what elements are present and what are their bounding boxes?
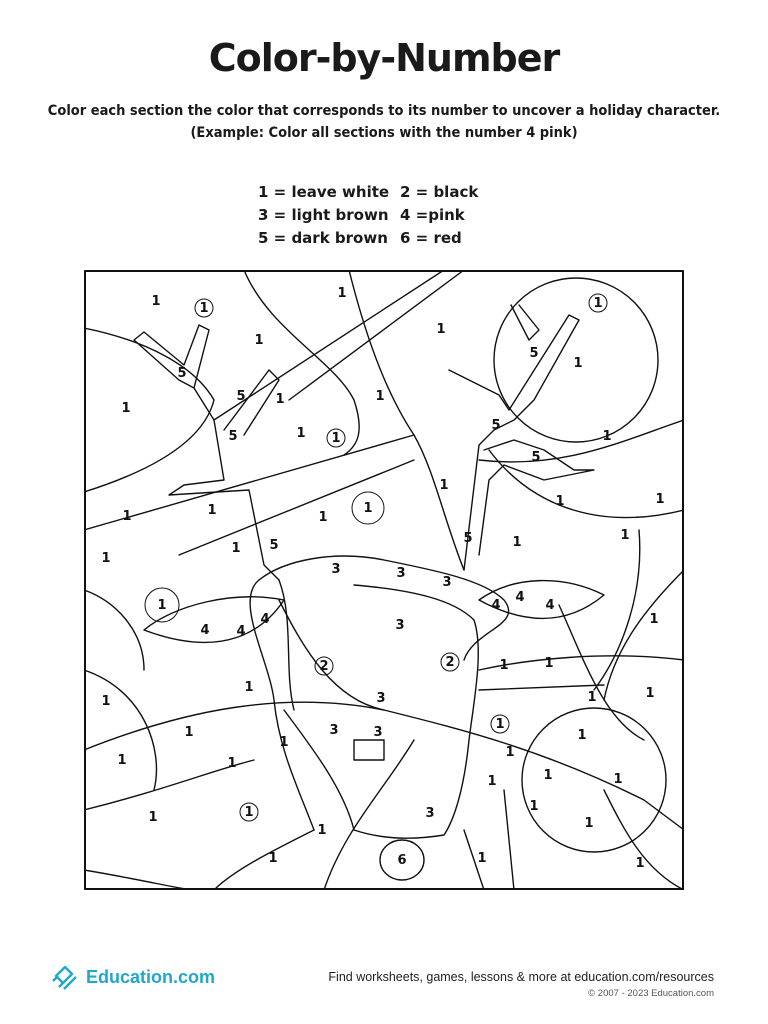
instruction-line-1: Color each section the color that corresponds to its number to uncover a holiday character. — [47, 103, 721, 119]
puzzle-number: 3 — [425, 806, 435, 821]
puzzle-number: 3 — [396, 566, 406, 581]
puzzle-number: 5 — [463, 531, 473, 546]
puzzle-number: 5 — [269, 538, 279, 553]
puzzle-number: 5 — [491, 418, 501, 433]
puzzle-number: 1 — [439, 478, 449, 493]
puzzle-number: 1 — [148, 810, 158, 825]
puzzle-number: 1 — [573, 356, 583, 371]
puzzle-number: 1 — [117, 753, 127, 768]
puzzle-number: 1 — [101, 551, 111, 566]
puzzle-number: 6 — [397, 853, 407, 868]
logo-text: Education.com — [86, 966, 216, 987]
puzzle-number: 1 — [543, 768, 553, 783]
puzzle-number: 3 — [331, 562, 341, 577]
puzzle-number: 1 — [101, 694, 111, 709]
puzzle-number: 2 — [445, 655, 455, 670]
key-item: 1 = leave white — [258, 183, 390, 201]
puzzle-number: 1 — [477, 851, 487, 866]
puzzle-number: 1 — [275, 392, 285, 407]
puzzle-number: 1 — [487, 774, 497, 789]
puzzle-number: 1 — [122, 509, 132, 524]
puzzle-number: 2 — [319, 659, 329, 674]
color-by-number-puzzle — [84, 270, 684, 890]
puzzle-number: 3 — [395, 618, 405, 633]
puzzle-number: 1 — [151, 294, 161, 309]
puzzle-number: 5 — [529, 346, 539, 361]
puzzle-number: 1 — [227, 756, 237, 771]
puzzle-number: 1 — [296, 426, 306, 441]
footer-copyright: © 2007 - 2023 Education.com — [588, 988, 714, 999]
puzzle-number: 1 — [279, 735, 289, 750]
key-item: 4 =pink — [400, 206, 465, 224]
puzzle-number: 1 — [584, 816, 594, 831]
puzzle-number: 1 — [363, 501, 373, 516]
puzzle-number: 1 — [268, 851, 278, 866]
puzzle-number: 1 — [499, 658, 509, 673]
key-item: 5 = dark brown — [258, 229, 388, 247]
puzzle-number: 1 — [613, 772, 623, 787]
puzzle-number: 1 — [593, 296, 603, 311]
puzzle-number: 1 — [577, 728, 587, 743]
puzzle-number: 1 — [244, 680, 254, 695]
puzzle-number: 1 — [254, 333, 264, 348]
puzzle-number: 3 — [376, 691, 386, 706]
puzzle-number-labels — [101, 286, 664, 871]
puzzle-number: 1 — [199, 301, 209, 316]
puzzle-number: 1 — [318, 510, 328, 525]
puzzle-number: 1 — [207, 503, 217, 518]
puzzle-number: 1 — [620, 528, 630, 543]
puzzle-number: 1 — [649, 612, 659, 627]
color-key — [258, 181, 518, 249]
puzzle-number: 3 — [373, 725, 383, 740]
footer-tagline[interactable]: Find worksheets, games, lessons & more at education.com/resources — [328, 970, 714, 984]
puzzle-number: 1 — [121, 401, 131, 416]
puzzle-number: 4 — [515, 590, 525, 605]
instruction-line-2: (Example: Color all sections with the number 4 pink) — [190, 125, 578, 141]
puzzle-number: 1 — [635, 856, 645, 871]
puzzle-number: 1 — [602, 429, 612, 444]
key-item: 3 = light brown — [258, 206, 389, 224]
puzzle-number: 5 — [228, 429, 238, 444]
puzzle-number: 4 — [260, 612, 270, 627]
puzzle-number: 1 — [157, 598, 167, 613]
puzzle-number: 4 — [491, 598, 501, 613]
puzzle-number: 4 — [236, 624, 246, 639]
puzzle-number: 1 — [512, 535, 522, 550]
puzzle-number: 4 — [545, 598, 555, 613]
puzzle-number: 1 — [529, 799, 539, 814]
puzzle-number: 1 — [587, 690, 597, 705]
puzzle-number: 5 — [177, 366, 187, 381]
page-title: Color-by-Number — [208, 36, 560, 80]
education-logo[interactable] — [50, 962, 215, 992]
education-logo-icon — [50, 962, 80, 992]
puzzle-number: 5 — [236, 389, 246, 404]
puzzle-number: 3 — [442, 575, 452, 590]
puzzle-number: 1 — [317, 823, 327, 838]
puzzle-number: 1 — [495, 717, 505, 732]
puzzle-number: 1 — [231, 541, 241, 556]
puzzle-number: 5 — [531, 450, 541, 465]
puzzle-number: 3 — [329, 723, 339, 738]
puzzle-number: 1 — [184, 725, 194, 740]
key-item: 6 = red — [400, 229, 462, 247]
puzzle-number: 1 — [337, 286, 347, 301]
puzzle-outlines — [84, 270, 684, 890]
puzzle-number: 1 — [505, 745, 515, 760]
puzzle-number: 1 — [375, 389, 385, 404]
puzzle-number: 1 — [655, 492, 665, 507]
instructions — [40, 100, 728, 144]
puzzle-number: 1 — [645, 686, 655, 701]
puzzle-number: 1 — [244, 805, 254, 820]
puzzle-number: 4 — [200, 623, 210, 638]
key-item: 2 = black — [400, 183, 479, 201]
puzzle-number: 1 — [544, 656, 554, 671]
puzzle-number: 1 — [436, 322, 446, 337]
puzzle-number: 1 — [331, 431, 341, 446]
puzzle-number: 1 — [555, 494, 565, 509]
